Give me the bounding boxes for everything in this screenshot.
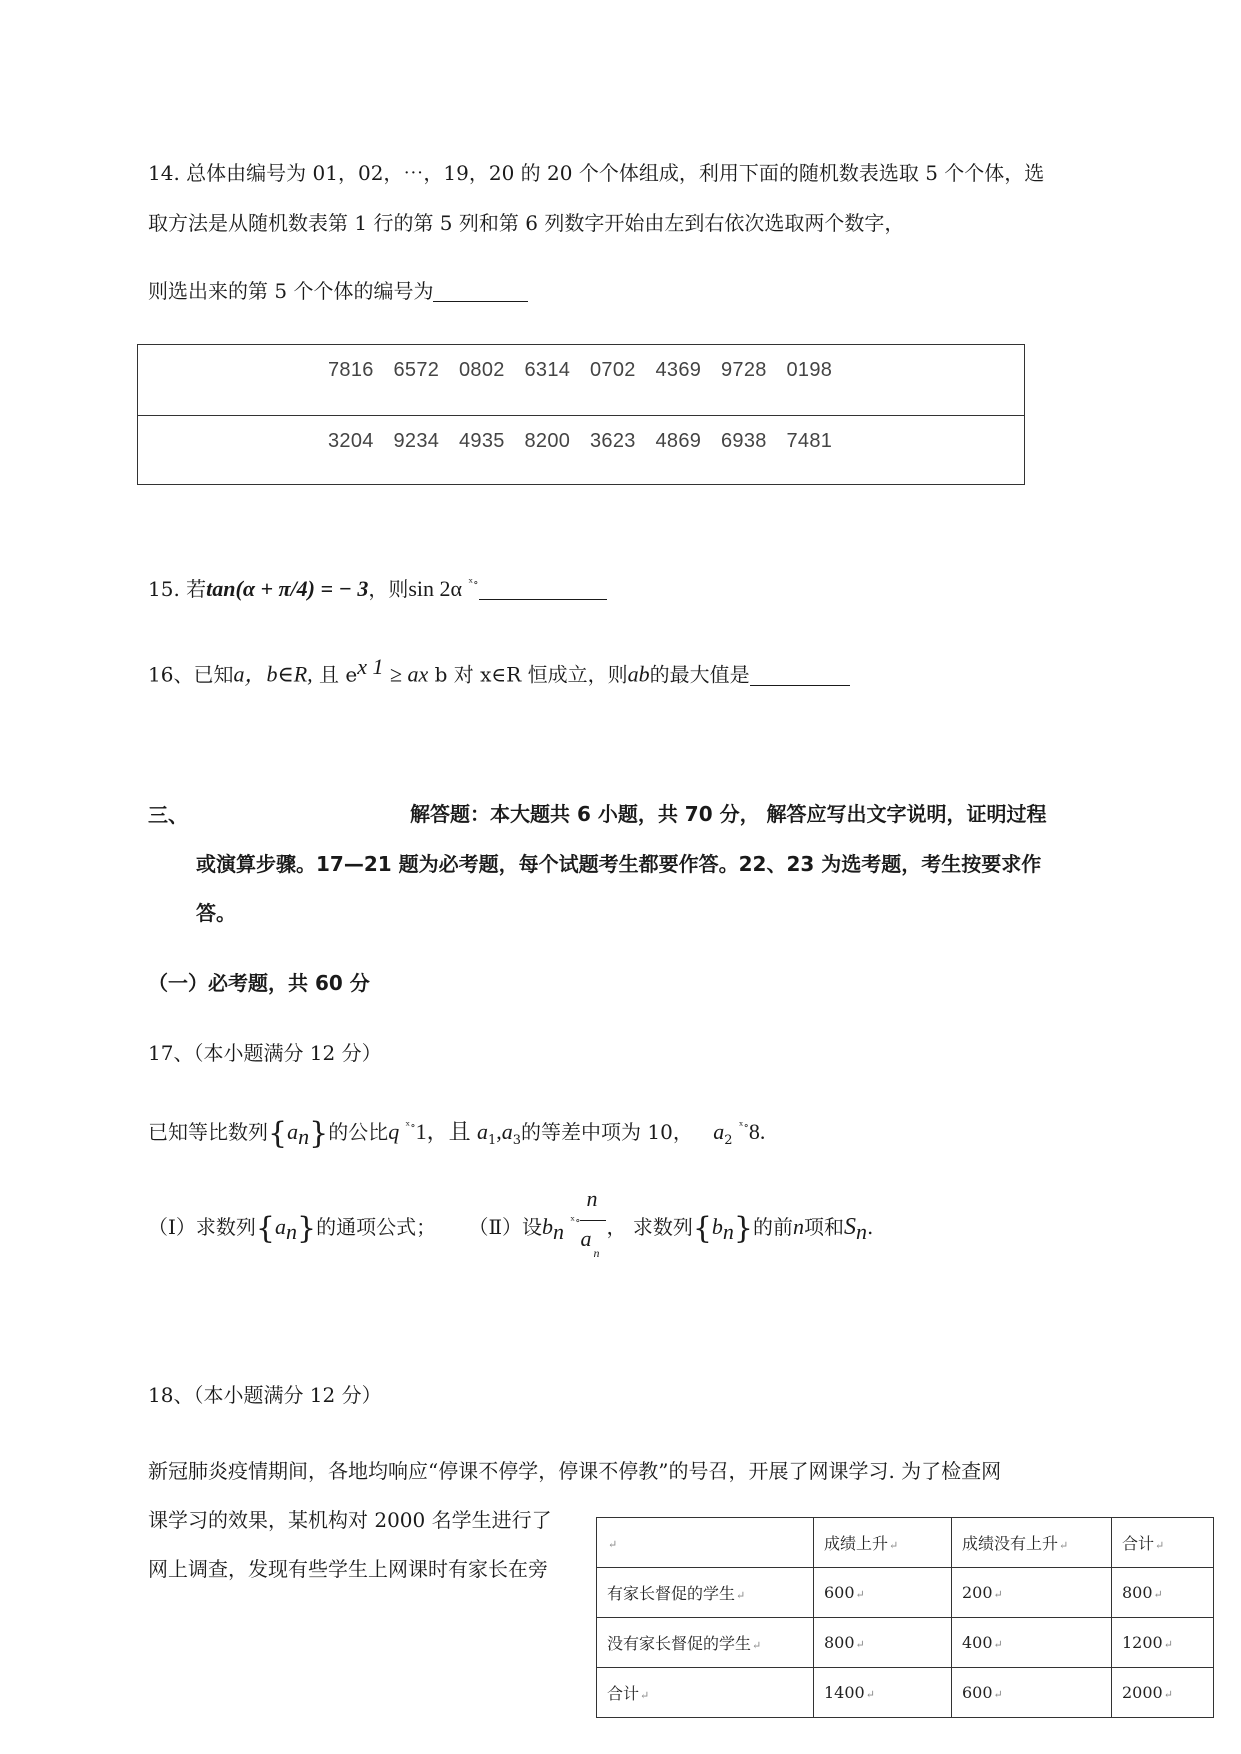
return-mark-icon: ↵ [1163, 1688, 1173, 1701]
q17-part2-c: 的前 [753, 1215, 794, 1239]
return-mark-icon: ↵ [608, 1538, 618, 1551]
q17-frac-den: a [580, 1226, 592, 1251]
q17-comma: , [496, 1119, 502, 1144]
q17-stmt-b: 的公比 [328, 1120, 389, 1144]
q15-line [148, 570, 607, 602]
random-cell: 0702 [590, 359, 636, 381]
survey-table [596, 1517, 1214, 1718]
random-cell: 0802 [459, 359, 505, 381]
q17-a1: a [476, 1119, 488, 1144]
q17-part1-b: 的通项公式； [316, 1215, 437, 1239]
q17-bn-2: b [711, 1214, 723, 1239]
random-cell: 3623 [590, 430, 636, 452]
random-cell: 6314 [524, 359, 571, 381]
q18-line3: 网上调查，发现有些学生上网课时有家长在旁 [148, 1557, 548, 1581]
table-row [597, 1568, 1214, 1618]
q14-line2: 取方法是从随机数表第 1 行的第 5 列和第 6 列数字开始由左到右依次选取两个数字， [148, 211, 905, 235]
random-cell: 9234 [393, 430, 440, 452]
random-cell: 4869 [655, 430, 702, 452]
table-cell: 有家长督促的学生↵ [597, 1568, 814, 1618]
q17-statement [148, 1113, 765, 1154]
table-cell: 600↵ [814, 1568, 952, 1618]
q17-S: S [844, 1214, 857, 1240]
q17-part1: （Ⅰ）求数列 [148, 1215, 256, 1239]
return-mark-icon: ↵ [736, 1589, 746, 1602]
table-cell [597, 1518, 814, 1568]
q18-line1: 新冠肺炎疫情期间，各地均响应“停课不停学，停课不停教”的号召，开展了网课学习. 为了检查网 [148, 1459, 1002, 1483]
table-cell: 600↵ [952, 1668, 1112, 1718]
q16-line [148, 654, 850, 688]
brace-left: { [692, 1211, 712, 1246]
section3-line2: 或演算步骤。17—21 题为必考题，每个试题考生都要作答。22、23 为选考题，考生按要求作 [196, 852, 1042, 876]
q17-part2-d: 项和 [804, 1215, 845, 1239]
q17-q-var: q [388, 1119, 400, 1144]
return-mark-icon: ↵ [1155, 1539, 1165, 1552]
q16-exp: x 1 [357, 654, 384, 679]
random-table-row-1 [138, 345, 1024, 415]
q16-vars: a，b∈R, [233, 661, 313, 687]
q17-fraction [580, 1186, 606, 1260]
random-cell: 9728 [721, 359, 767, 381]
q17-header: 17、（本小题满分 12 分） [148, 1041, 382, 1065]
return-mark-icon: ↵ [855, 1638, 865, 1651]
q15-formula: tan(α + π/4) = − 3 [206, 576, 369, 601]
q17-parts [148, 1186, 874, 1260]
section3-line1: 解答题：本大题共 6 小题，共 70 分， 解答应写出文字说明，证明过程 [410, 802, 1047, 826]
q17-bn-sub-2: n [722, 1219, 734, 1244]
q16-prefix: 16、已知 [148, 662, 234, 687]
q17-a2-sub: 2 [724, 1133, 733, 1148]
random-cell: 4935 [459, 430, 505, 452]
table-cell: 合计↵ [597, 1668, 814, 1718]
answer-blank-14[interactable] [433, 281, 528, 302]
q17-end: . [867, 1215, 874, 1239]
q16-suffix: 的最大值是 [649, 662, 750, 687]
brace-left: { [255, 1211, 275, 1246]
return-mark-icon: ↵ [855, 1588, 865, 1601]
fraction-bar [580, 1220, 606, 1221]
table-row [597, 1618, 1214, 1668]
q17-part2-b: ， 求数列 [606, 1215, 693, 1239]
section3-label: 三、 [148, 803, 188, 827]
q14-line3-text: 则选出来的第 5 个个体的编号为 [148, 279, 434, 303]
return-mark-icon: ↵ [993, 1588, 1003, 1601]
q14-line3 [148, 278, 528, 304]
brace-right: } [297, 1211, 317, 1246]
q17-frac-num: n [586, 1186, 598, 1211]
table-cell: 没有家长督促的学生↵ [597, 1618, 814, 1668]
q18-header: 18、（本小题满分 12 分） [148, 1383, 382, 1407]
q15-middle: ，则 [368, 577, 409, 601]
random-cell: 8200 [524, 430, 571, 452]
q17-mark: ˣ∘ [405, 1119, 416, 1132]
q16-b-part: b 对 x∈R 恒成立，则 [434, 662, 628, 687]
q17-part2: （Ⅱ）设 [468, 1215, 543, 1239]
table-cell: 200↵ [952, 1568, 1112, 1618]
q15-prefix: 15. 若 [148, 577, 207, 601]
return-mark-icon: ↵ [1153, 1588, 1163, 1601]
q17-bn-sub: n [553, 1219, 565, 1244]
return-mark-icon: ↵ [993, 1638, 1003, 1651]
q17-mark-3: ˣ∘ [570, 1214, 581, 1227]
table-cell: 1400↵ [814, 1668, 952, 1718]
table-cell: 2000↵ [1112, 1668, 1214, 1718]
q17-a1-sub: 1 [487, 1133, 497, 1148]
q17-S-sub: n [856, 1219, 868, 1244]
return-mark-icon: ↵ [752, 1639, 762, 1652]
q17-stmt-c: 的等差中项为 10， [521, 1120, 693, 1144]
q16-ab: ab [627, 661, 650, 687]
q17-frac-den-sub: n [593, 1246, 600, 1260]
section3-line3: 答。 [196, 901, 236, 925]
table-row [597, 1668, 1214, 1718]
answer-blank-16[interactable] [750, 665, 850, 686]
table-header-cell: 成绩没有上升↵ [952, 1518, 1112, 1568]
q17-q-val: 1，且 [415, 1119, 471, 1144]
return-mark-icon: ↵ [889, 1539, 899, 1552]
random-table-row-2 [138, 415, 1024, 486]
q17-a3: a [501, 1119, 513, 1144]
return-mark-icon: ↵ [993, 1688, 1003, 1701]
brace-right: } [309, 1116, 329, 1151]
return-mark-icon: ↵ [1163, 1638, 1173, 1651]
table-cell: 800↵ [1112, 1568, 1214, 1618]
q18-line2: 课学习的效果，某机构对 2000 名学生进行了 [148, 1508, 552, 1532]
brace-left: { [268, 1116, 288, 1151]
q16-cond: 且 e [319, 662, 358, 687]
q17-stmt-a: 已知等比数列 [148, 1120, 268, 1144]
table-cell: 1200↵ [1112, 1618, 1214, 1668]
q15-expr: sin 2α [408, 576, 463, 601]
q17-seq-sub: n [286, 1219, 297, 1244]
random-cell: 7816 [328, 359, 374, 381]
random-cell: 3204 [328, 430, 374, 452]
table-header-cell: 成绩上升↵ [814, 1518, 952, 1568]
table-header-cell: 合计↵ [1112, 1518, 1214, 1568]
q17-seq-a: a [287, 1119, 299, 1144]
random-number-table [137, 344, 1025, 485]
random-cell: 6938 [721, 430, 767, 452]
answer-blank-15[interactable] [479, 579, 607, 600]
q17-seq-sub: n [298, 1124, 310, 1149]
part1-heading: （一）必考题，共 60 分 [148, 971, 370, 995]
return-mark-icon: ↵ [1059, 1539, 1069, 1552]
random-cell: 0198 [786, 359, 833, 381]
random-cell: 4369 [655, 359, 702, 381]
table-cell: 800↵ [814, 1618, 952, 1668]
table-cell: 400↵ [952, 1618, 1112, 1668]
q17-bn: b [542, 1214, 554, 1239]
q17-n-var: n [793, 1214, 805, 1239]
return-mark-icon: ↵ [865, 1688, 875, 1701]
q14-line1: 14. 总体由编号为 01，02，⋯，19，20 的 20 个个体组成，利用下面的随机数表选取 5 个个体，选 [148, 161, 1045, 185]
table-row [597, 1518, 1214, 1568]
q17-seq-a: a [275, 1214, 286, 1239]
random-cell: 6572 [393, 359, 440, 381]
q17-a2: a [713, 1119, 725, 1144]
q16-ineq: ≥ ax [389, 661, 429, 687]
q17-mark-2: ˣ∘ [738, 1119, 749, 1132]
return-mark-icon: ↵ [640, 1689, 650, 1702]
random-cell: 7481 [786, 430, 833, 452]
q15-mark: ˣ∘ [468, 576, 479, 589]
brace-right: } [733, 1211, 754, 1246]
q17-a3-sub: 3 [512, 1133, 522, 1148]
q17-a2-val: 8. [748, 1119, 766, 1144]
